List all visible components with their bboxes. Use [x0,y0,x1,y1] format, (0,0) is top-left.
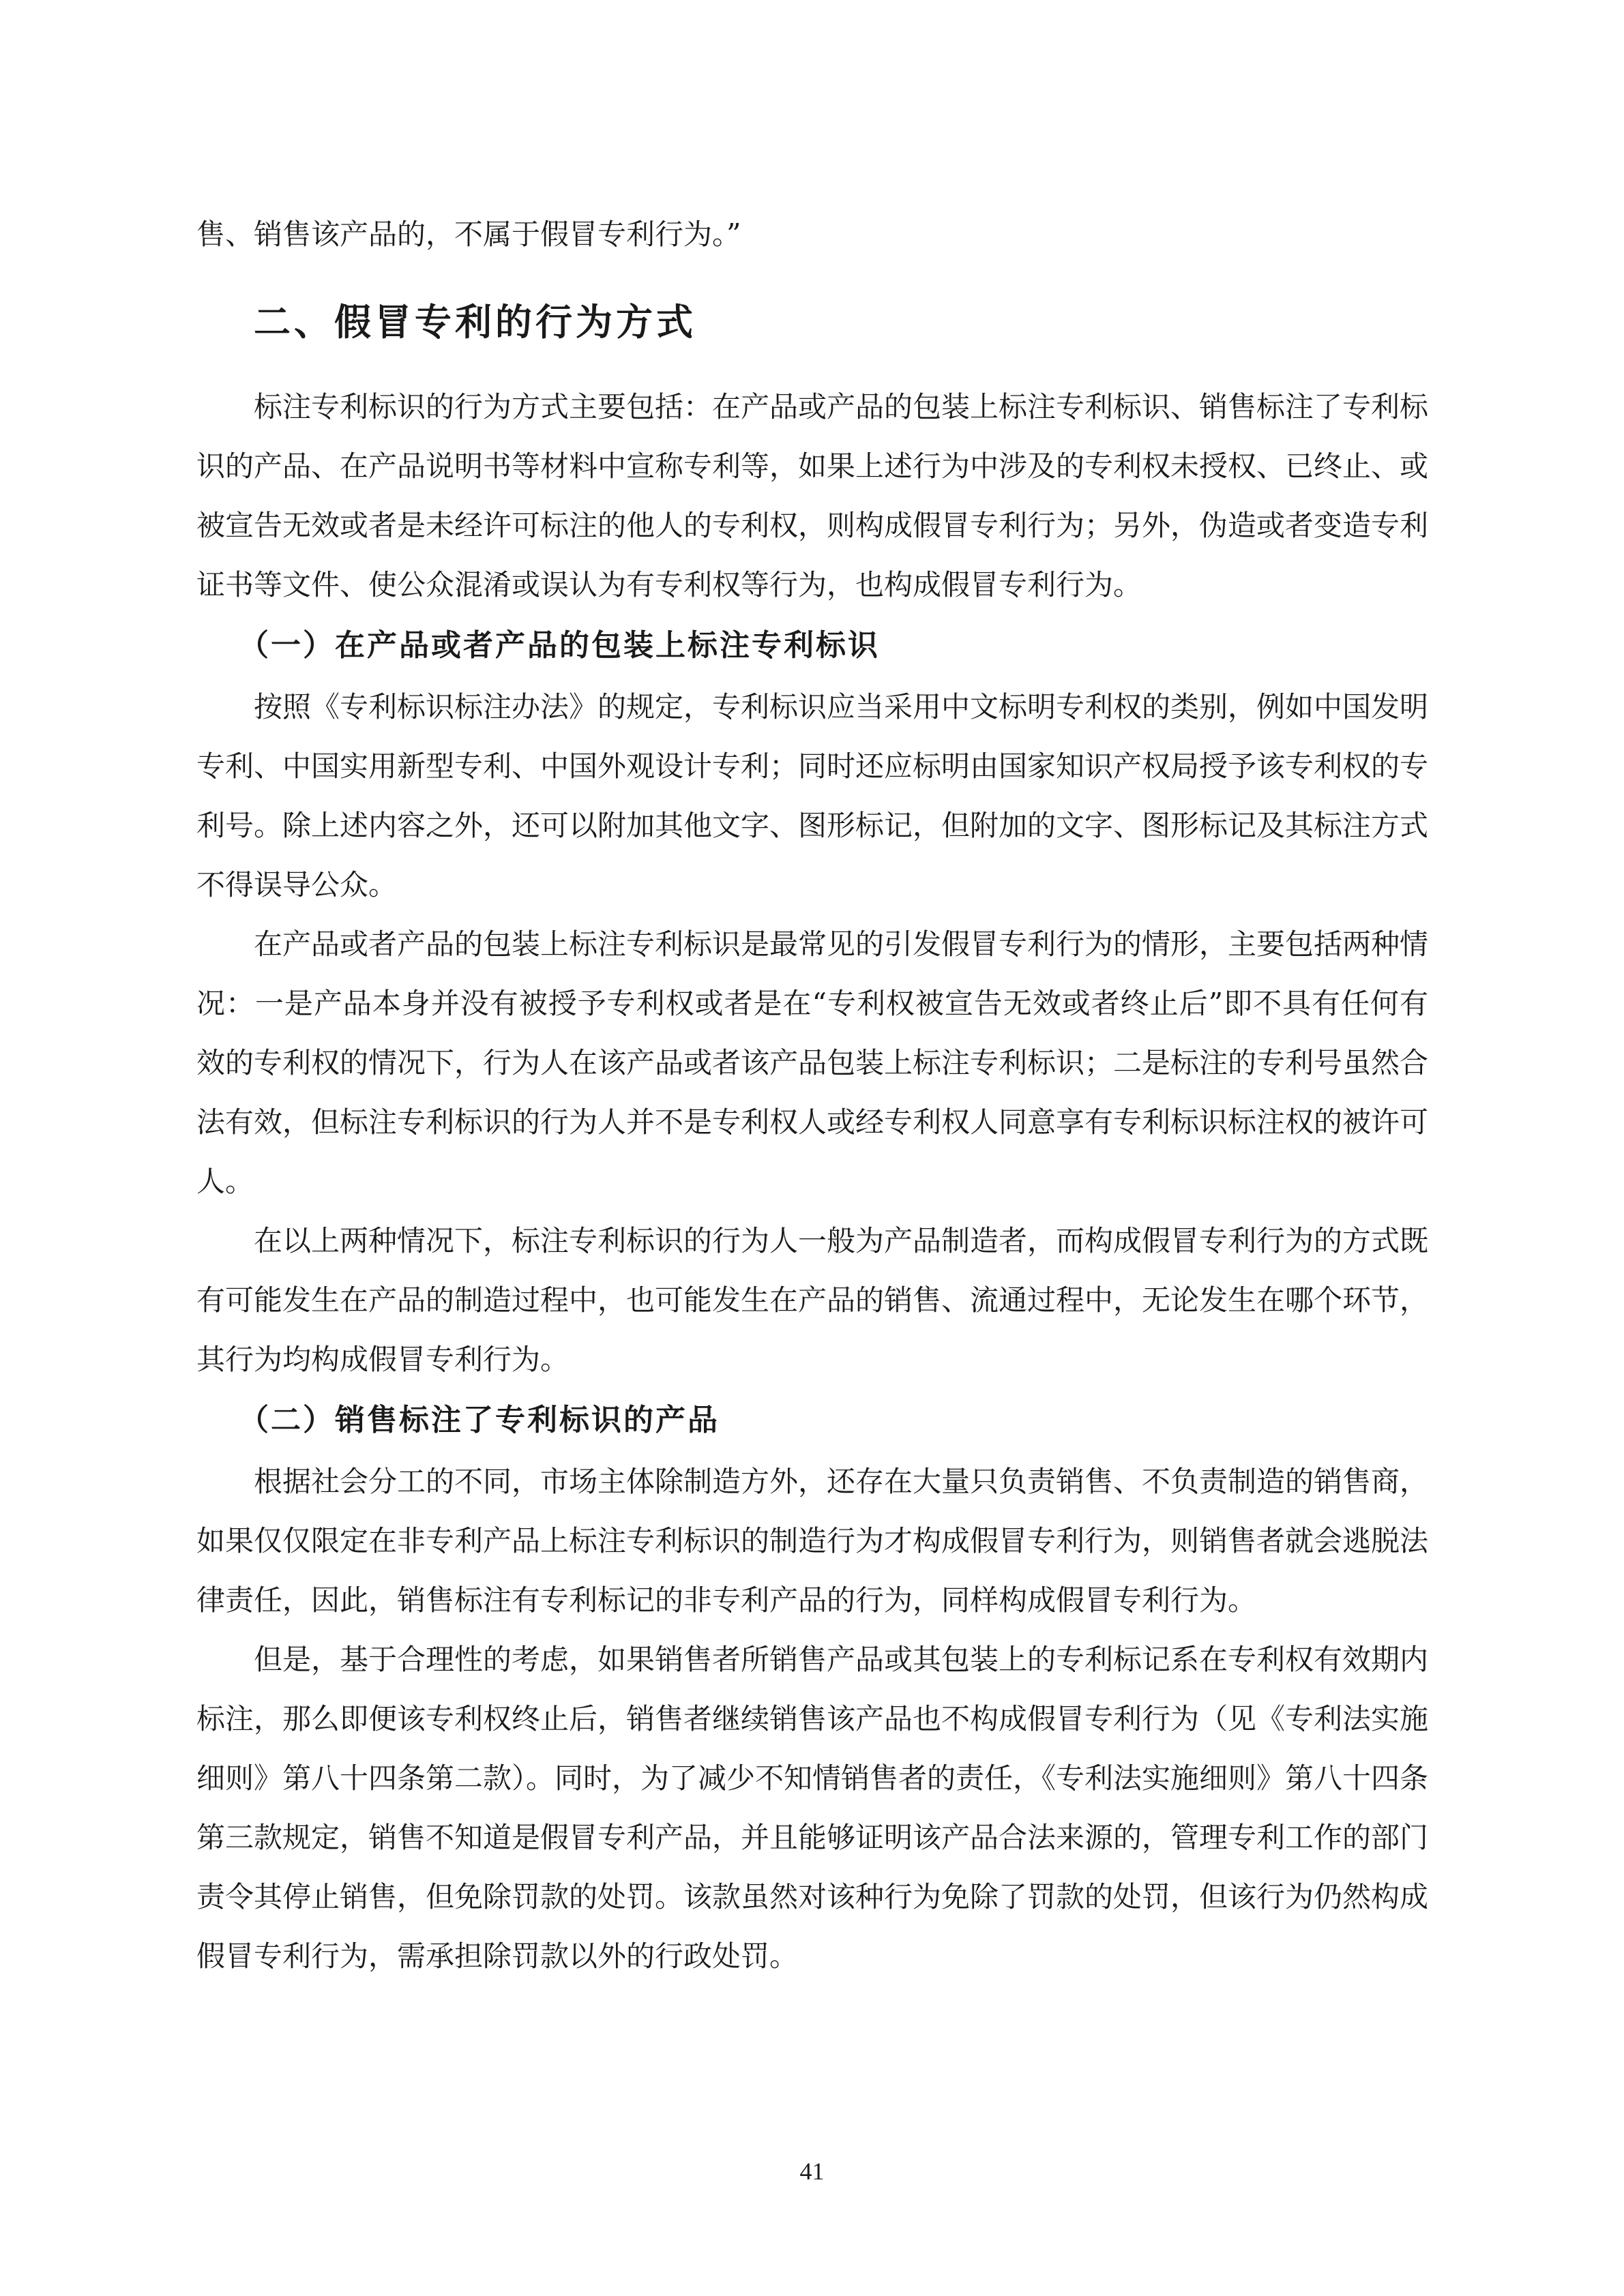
subsection-2-paragraph-1: 根据社会分工的不同，市场主体除制造方外，还存在大量只负责销售、不负责制造的销售商，如果仅仅限定在非专利产品上标注专利标识的制造行为才构成假冒专利行为，则销售者就会逃脱法律责任，因此，销售标注有专利标记的非专利产品的行为，同样构成假冒专利行为。 [196,1465,1429,1617]
intro-paragraph-tail: 售、销售该产品的，不属于假冒专利行为。” [196,218,741,251]
subsection-heading-2: （二）销售标注了专利标识的产品 [239,1403,720,1437]
page-number: 41 [799,2158,825,2185]
subsection-1-paragraph-3: 在以上两种情况下，标注专利标识的行为人一般为产品制造者，而构成假冒专利行为的方式既有可能发生在产品的制造过程中，也可能发生在产品的销售、流通过程中，无论发生在哪个环节，其行为均构成假冒专利行为。 [196,1224,1429,1376]
subsection-1-paragraph-1: 按照《专利标识标注办法》的规定，专利标识应当采用中文标明专利权的类别，例如中国发明专利、中国实用新型专利、中国外观设计专利；同时还应标明由国家知识产权局授予该专利权的专利号。除上述内容之外，还可以附加其他文字、图形标记，但附加的文字、图形标记及其标注方式不得误导公众。 [196,690,1429,901]
subsection-2-paragraph-2: 但是，基于合理性的考虑，如果销售者所销售产品或其包装上的专利标记系在专利权有效期内标注，那么即便该专利权终止后，销售者继续销售该产品也不构成假冒专利行为（见《专利法实施细则》第八十四条第二款）。同时，为了减少不知情销售者的责任，《专利法实施细则》第八十四条第三款规定，销售不知道是假冒专利产品，并且能够证明该产品合法来源的，管理专利工作的部门责令其停止销售，但免除罚款的处罚。该款虽然对该种行为免除了罚款的处罚，但该行为仍然构成假冒专利行为，需承担除罚款以外的行政处罚。 [196,1643,1429,1973]
subsection-1-paragraph-2: 在产品或者产品的包装上标注专利标识是最常见的引发假冒专利行为的情形，主要包括两种情况：一是产品本身并没有被授予专利权或者是在“专利权被宣告无效或者终止后”即不具有任何有效的专利权的情况下，行为人在该产品或者该产品包装上标注专利标识；二是标注的专利号虽然合法有效，但标注专利标识的行为人并不是专利权人或经专利权人同意享有专利标识标注权的被许可人。 [196,927,1429,1198]
page-content [196,205,1428,1986]
subsection-heading-1: （一）在产品或者产品的包装上标注专利标识 [239,628,880,663]
section-heading: 二、假冒专利的行为方式 [254,301,696,344]
section-paragraph: 标注专利标识的行为方式主要包括：在产品或产品的包装上标注专利标识、销售标注了专利标识的产品、在产品说明书等材料中宣称专利等，如果上述行为中涉及的专利权未授权、已终止、或被宣告无效或者是未经许可标注的他人的专利权，则构成假冒专利行为；另外，伪造或者变造专利证书等文件、使公众混淆或误认为有专利权等行为，也构成假冒专利行为。 [196,390,1429,601]
